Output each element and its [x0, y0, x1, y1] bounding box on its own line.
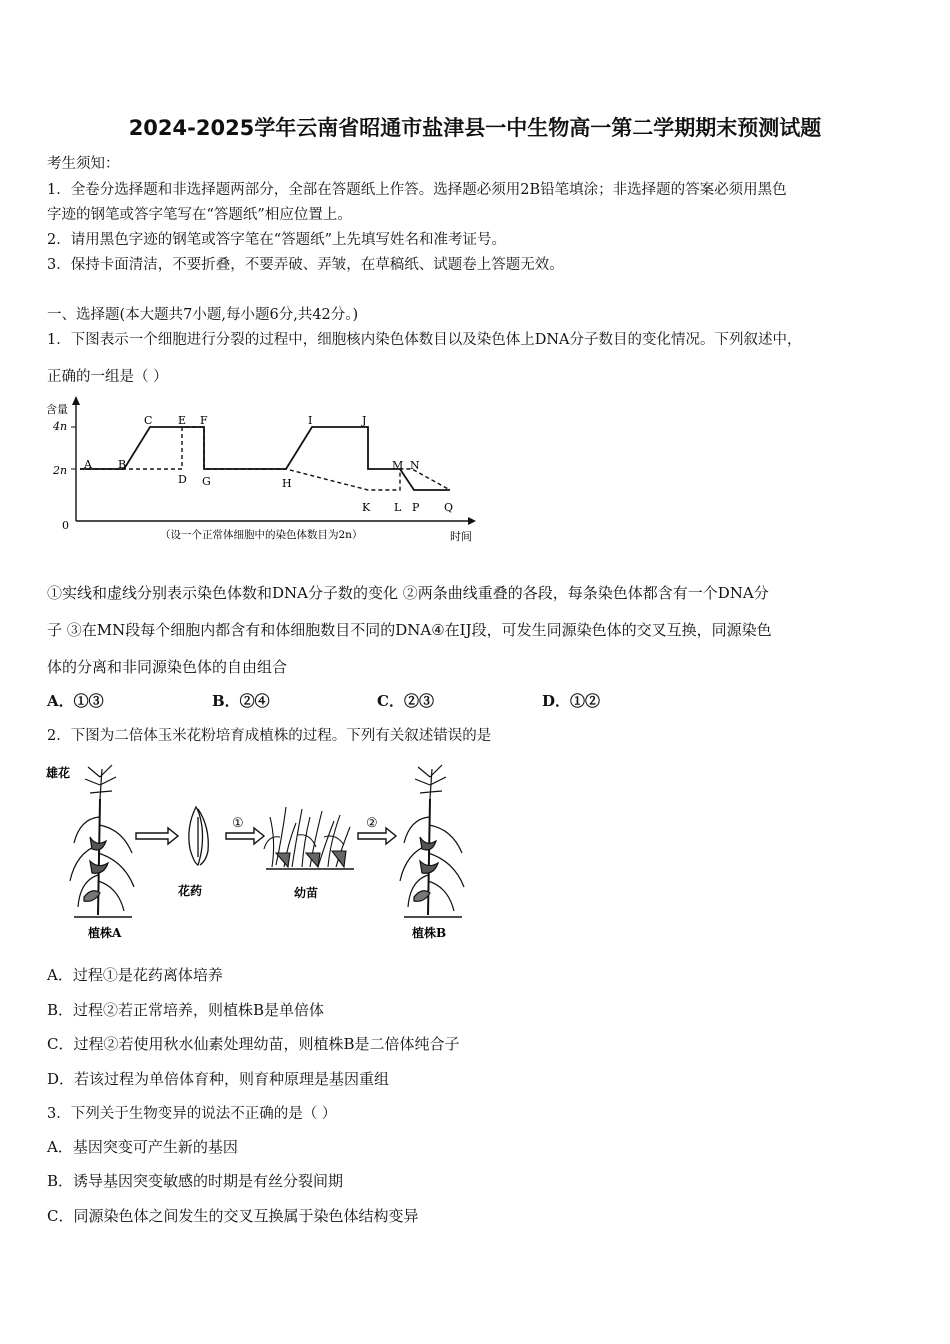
q2-option-b[interactable]: B．过程②若正常培养，则植株B是单倍体 — [47, 1001, 325, 1019]
point-label-q: Q — [444, 501, 454, 514]
q2-option-c[interactable]: C．过程②若使用秋水仙素处理幼苗，则植株B是二倍体纯合子 — [47, 1035, 460, 1053]
q1-option-b[interactable]: B．②④ — [212, 692, 270, 710]
point-label-e: E — [178, 414, 187, 427]
point-label-h: H — [282, 477, 292, 490]
y-tick-4n: 4n — [53, 420, 68, 433]
point-label-j: J — [362, 414, 367, 427]
point-label-a: A — [84, 458, 92, 471]
seedling-label: 幼苗 — [294, 886, 319, 900]
y-tick-2n: 2n — [53, 464, 68, 477]
q2-stem: 2．下图为二倍体玉米花粉培育成植株的过程。下列有关叙述错误的是 — [47, 728, 492, 744]
point-label-l: L — [394, 501, 402, 514]
male-flower-label: 雄花 — [46, 766, 71, 780]
q2-figure — [40, 757, 480, 947]
page-title: 2024-2025学年云南省昭通市盐津县一中生物高一第二学期期末预测试题 — [128, 116, 822, 140]
step-1-label: ① — [232, 816, 244, 831]
plant-b-label: 植株B — [412, 926, 447, 940]
notice-item-2: 2．请用黑色字迹的钢笔或答字笔在“答题纸”上先填写姓名和准考证号。 — [47, 232, 507, 248]
q3-option-c[interactable]: C．同源染色体之间发生的交叉互换属于染色体结构变异 — [47, 1207, 419, 1225]
point-label-m: M — [392, 459, 404, 472]
notice-item-1: 1．全卷分选择题和非选择题两部分，全部在答题纸上作答。选择题必须用2B铅笔填涂；非选择题的答案必须用黑色 — [47, 182, 787, 198]
notice-item-3: 3．保持卡面清洁，不要折叠，不要弄破、弄皱，在草稿纸、试题卷上答题无效。 — [47, 257, 564, 273]
q3-option-b[interactable]: B．诱导基因突变敏感的时期是有丝分裂间期 — [47, 1172, 344, 1190]
point-label-c: C — [144, 414, 153, 427]
plant-a-illustration — [70, 765, 134, 917]
q1-option-a[interactable]: A．①③ — [47, 692, 104, 710]
anther-illustration — [189, 807, 208, 865]
point-label-f: F — [200, 414, 208, 427]
q2-option-d[interactable]: D．若该过程为单倍体育种，则育种原理是基因重组 — [47, 1070, 390, 1088]
chart-caption: （设一个正常体细胞中的染色体数目为2n） — [160, 529, 363, 541]
arrow-to-anther — [136, 828, 178, 844]
notice-heading: 考生须知： — [47, 156, 120, 172]
point-label-k: K — [362, 501, 371, 514]
q1-statement-3: 体的分离和非同源染色体的自由组合 — [47, 658, 288, 676]
q1-statement-2: 子 ③在MN段每个细胞内都含有和体细胞数目不同的DNA④在IJ段，可发生同源染色体的交叉互换，同源染色 — [47, 621, 772, 639]
point-label-d: D — [178, 473, 187, 486]
notice-item-1-cont: 字迹的钢笔或答字笔写在“答题纸”相应位置上。 — [47, 207, 352, 223]
plant-b-illustration — [400, 765, 464, 917]
y-axis-arrow — [72, 396, 80, 405]
seedling-illustration — [264, 807, 354, 869]
x-axis-arrow — [468, 517, 476, 525]
point-label-n: N — [410, 459, 420, 472]
q1-stem-line1: 1．下图表示一个细胞进行分裂的过程中，细胞核内染色体数目以及染色体上DNA分子数目的变化情况。下列叙述中， — [47, 332, 802, 348]
anther-label: 花药 — [178, 884, 203, 898]
section-heading: 一、选择题(本大题共7小题,每小题6分,共42分。) — [47, 307, 359, 323]
point-label-i: I — [308, 414, 313, 427]
q1-stem-line2: 正确的一组是（ ） — [47, 369, 168, 385]
q1-statement-1: ①实线和虚线分别表示染色体数和DNA分子数的变化 ②两条曲线重叠的各段，每条染色体都含有一个DNA分 — [47, 584, 769, 602]
q3-stem: 3．下列关于生物变异的说法不正确的是（ ） — [47, 1106, 337, 1122]
point-label-g: G — [202, 475, 211, 488]
plant-a-label: 植株A — [88, 926, 122, 940]
q1-option-d[interactable]: D．①② — [542, 692, 601, 710]
point-labels — [83, 414, 453, 514]
point-label-b: B — [118, 458, 127, 471]
q2-option-a[interactable]: A．过程①是花药离体培养 — [47, 966, 223, 984]
q1-option-c[interactable]: C．②③ — [377, 692, 434, 710]
q1-chart — [40, 393, 490, 553]
step-2-label: ② — [366, 816, 378, 831]
y-tick-0: 0 — [62, 519, 69, 532]
point-label-p: P — [412, 501, 420, 514]
y-axis-label: 含量 — [46, 403, 68, 416]
x-axis-label: 时间 — [450, 530, 472, 543]
q3-option-a[interactable]: A．基因突变可产生新的基因 — [47, 1138, 238, 1156]
